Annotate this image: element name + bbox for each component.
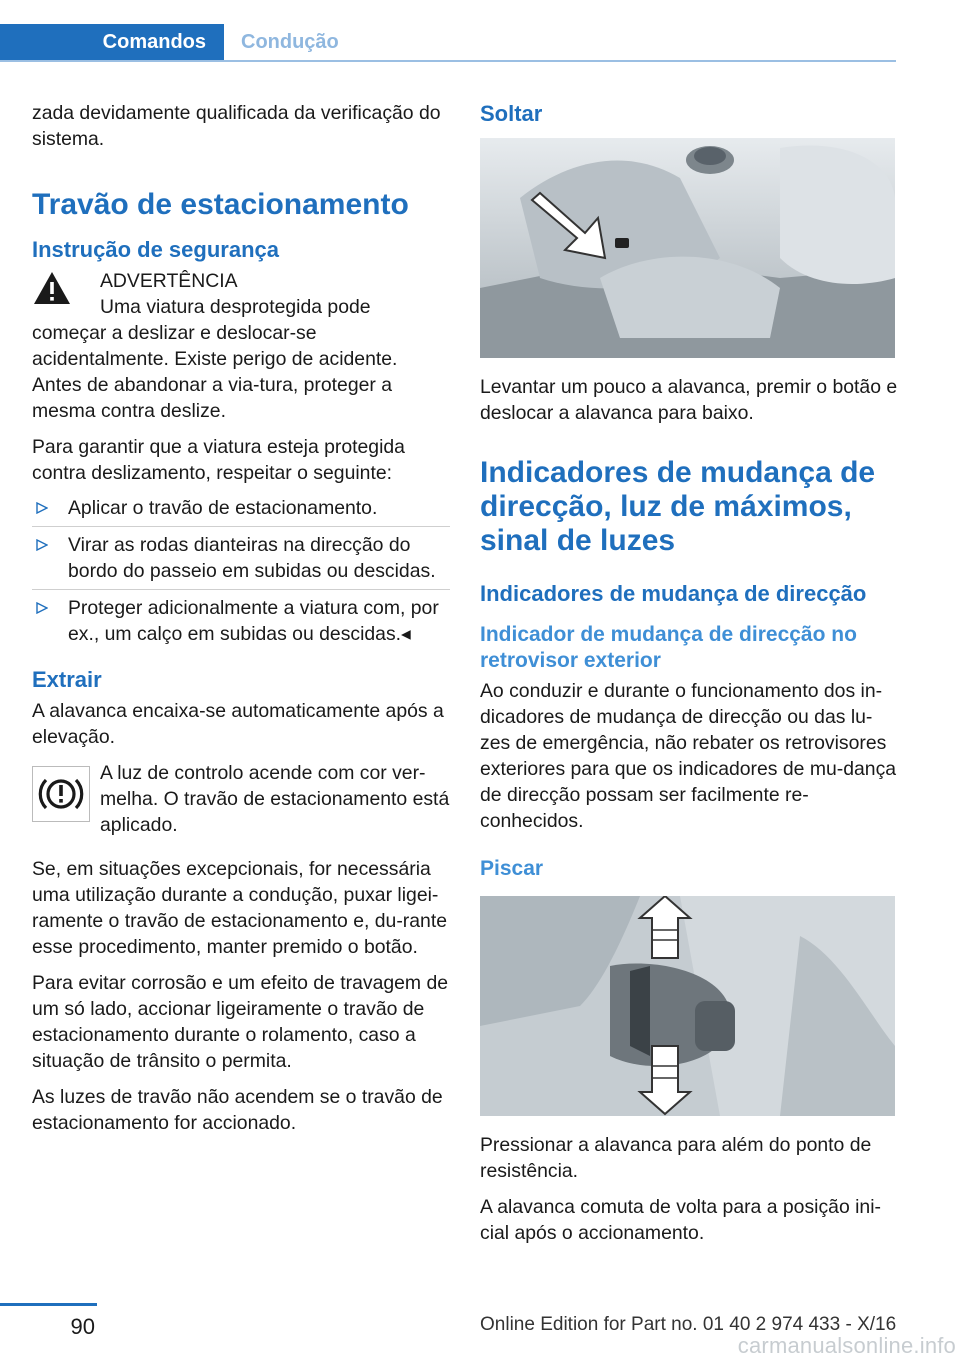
parking-brake-indicator-icon	[32, 766, 90, 822]
warning-label: ADVERTÊNCIA	[100, 270, 238, 292]
heading-piscar: Piscar	[480, 857, 544, 880]
heading-extrair: Extrair	[32, 667, 102, 692]
tab-comandos[interactable]: Comandos	[0, 24, 224, 60]
right-column	[480, 100, 898, 1256]
heading-soltar: Soltar	[480, 101, 543, 126]
protection-list	[32, 490, 450, 652]
corrosion-paragraph: Para evitar corrosão e um efeito de travagem de um só lado, accionar ligeiramente o travão de estacionamento durante o rolamento, caso a situação de trânsito o permita.	[32, 972, 449, 1072]
triangle-bullet-icon	[36, 602, 48, 614]
header-divider	[0, 60, 896, 62]
footer-accent-line	[0, 1303, 97, 1306]
list-item	[32, 590, 450, 652]
tab-conducao[interactable]: Condução	[241, 30, 339, 53]
protect-paragraph: Para garantir que a viatura esteja protegida contra deslizamento, respeitar o seguinte:	[32, 436, 405, 484]
list-item-text: Aplicar o travão de estacionamento.	[68, 497, 378, 519]
piscar-text-1: Pressionar a alavanca para além do ponto de resistência.	[480, 1134, 872, 1182]
list-item-text: Proteger adicionalmente a viatura com, por ex., um calço em subidas ou descidas.◂	[68, 597, 439, 645]
triangle-bullet-icon	[36, 502, 48, 514]
brake-lights-paragraph: As luzes de travão não acendem se o travão de estacionamento for accionado.	[32, 1086, 443, 1134]
page-number: 90	[70, 1314, 95, 1339]
intro-text: zada devidamente qualificada da verificação do sistema.	[32, 102, 441, 150]
soltar-text: Levantar um pouco a alavanca, premir o botão e deslocar a alavanca para baixo.	[480, 376, 898, 424]
list-item-text: Virar as rodas dianteiras na direcção do bordo do passeio em subidas ou descidas.	[68, 534, 436, 582]
control-light-block	[32, 760, 450, 844]
section-title-indicators: Indicadores de mudança de direcção, luz de máximos, sinal de luzes	[480, 456, 876, 557]
triangle-bullet-icon	[36, 539, 48, 551]
extrair-text: A alavanca encaixa-se automaticamente após a elevação.	[32, 700, 444, 748]
heading-mirror-indicator: Indicador de mudança de direcção no retrovisor exterior	[480, 623, 857, 672]
section-title-parking-brake: Travão de estacionamento	[32, 188, 409, 221]
warning-triangle-icon	[32, 270, 72, 306]
heading-turn-indicators: Indicadores de mudança de direcção	[480, 581, 867, 606]
watermark: carmanualsonline.info	[737, 1333, 956, 1358]
page-header	[0, 24, 896, 61]
edition-info: Online Edition for Part no. 01 40 2 974 433 - X/16	[480, 1314, 897, 1335]
piscar-text-2: A alavanca comuta de volta para a posição ini-cial após o accionamento.	[480, 1196, 881, 1244]
control-light-text: A luz de controlo acende com cor ver-melha. O travão de estacionamento está aplicado.	[100, 762, 450, 836]
left-column	[32, 100, 450, 1146]
parking-brake-photo	[480, 138, 895, 358]
emergency-paragraph: Se, em situações excepcionais, for necessária uma utilização durante a condução, puxar ligei-ramente o travão de estacionamento e, du-rante esse procedimento, manter premido o botão.	[32, 858, 447, 958]
heading-safety: Instrução de segurança	[32, 237, 279, 262]
list-item	[32, 527, 450, 590]
warning-block	[32, 268, 450, 424]
mirror-text: Ao conduzir e durante o funcionamento dos in-dicadores de mudança de direcção ou das lu-zes de emergência, não rebater os retrovisores exteriores para que os indicadores de mu-dança de direcção possam ser facilmente re-conhecidos.	[480, 680, 897, 832]
warning-text: Uma viatura desprotegida pode começar a deslizar e deslocar-se acidentalmente. Existe perigo de acidente. Antes de abandonar a via-tura, proteger a mesma contra deslize.	[32, 296, 398, 422]
list-item	[32, 490, 450, 527]
turn-signal-lever-photo	[480, 896, 895, 1116]
